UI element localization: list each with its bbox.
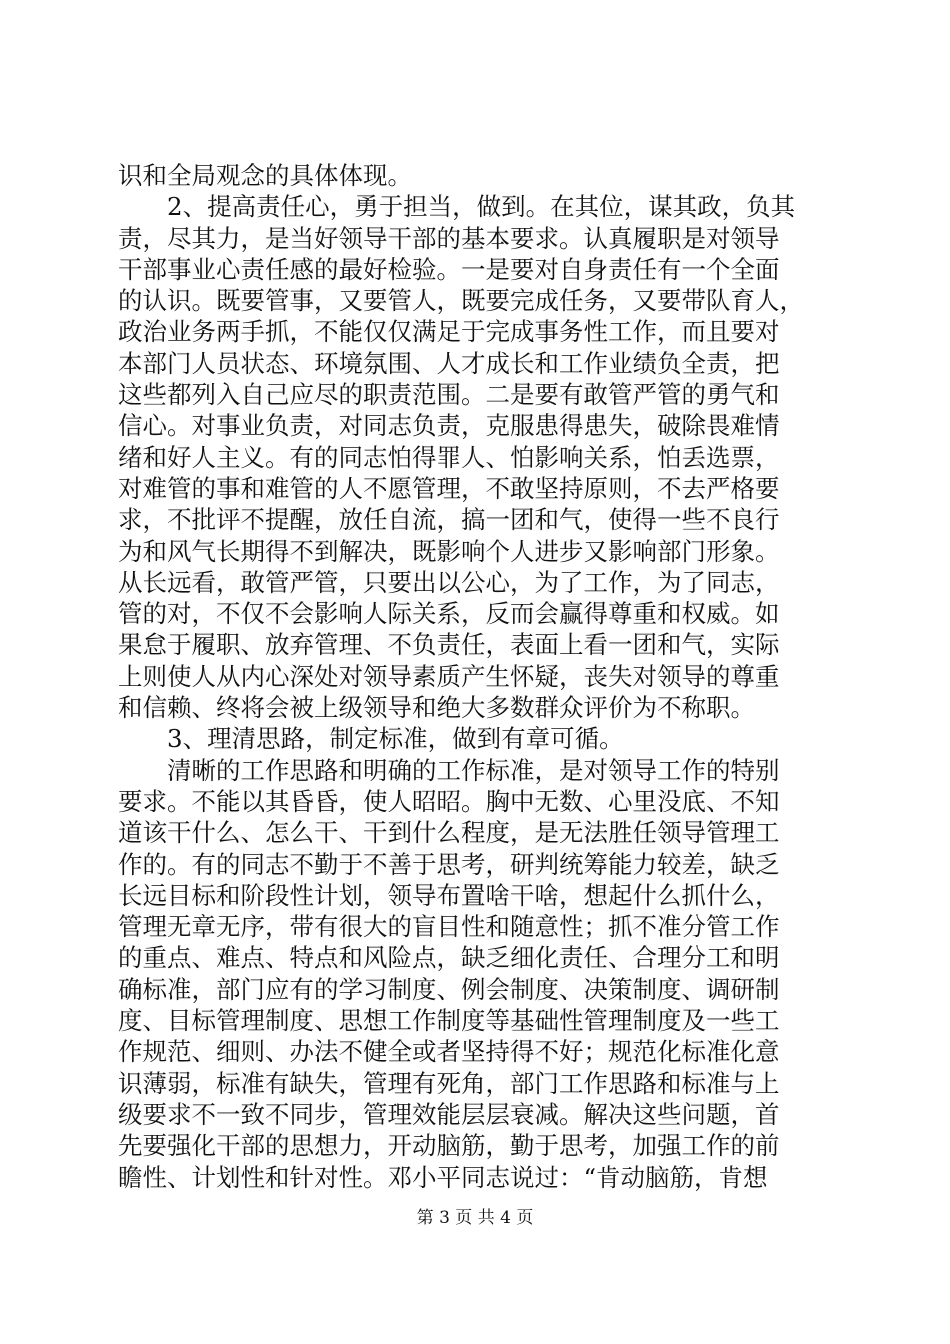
text-line: 作的。有的同志不勤于不善于思考，研判统筹能力较差，缺乏: [118, 849, 780, 879]
text-line: 求，不批评不提醒，放任自流，搞一团和气，使得一些不良行: [118, 505, 780, 535]
text-line: 绪和好人主义。有的同志怕得罪人、怕影响关系，怕丢选票，: [118, 442, 780, 472]
text-line: 信心。对事业负责，对同志负责，克服患得患失，破除畏难情: [118, 411, 780, 441]
page-number-footer: 第 3 页 共 4 页: [416, 1208, 534, 1228]
text-line: 管理无章无序，带有很大的盲目性和随意性；抓不准分管工作: [118, 912, 780, 942]
text-line: 识和全局观念的具体体现。: [118, 161, 412, 190]
text-line: 这些都列入自己应尽的职责范围。二是要有敢管严管的勇气和: [118, 380, 780, 410]
text-line: 清晰的工作思路和明确的工作标准，是对领导工作的特别: [118, 755, 780, 785]
text-line: 先要强化干部的思想力，开动脑筋，勤于思考，加强工作的前: [118, 1131, 780, 1161]
text-line: 本部门人员状态、环境氛围、人才成长和工作业绩负全责，把: [118, 348, 780, 378]
text-line: 道该干什么、怎么干、干到什么程度，是无法胜任领导管理工: [118, 818, 780, 848]
text-line: 瞻性、计划性和针对性。邓小平同志说过：“肯动脑筋，肯想: [118, 1162, 768, 1192]
text-line: 度、目标管理制度、思想工作制度等基础性管理制度及一些工: [118, 1006, 780, 1036]
text-line: 为和风气长期得不到解决，既影响个人进步又影响部门形象。: [118, 536, 780, 566]
text-line: 从长远看，敢管严管，只要出以公心，为了工作，为了同志，: [118, 567, 780, 597]
text-line: 确标准，部门应有的学习制度、例会制度、决策制度、调研制: [118, 974, 780, 1004]
text-line: 作规范、细则、办法不健全或者坚持得不好；规范化标准化意: [118, 1037, 780, 1067]
text-line: 级要求不一致不同步，管理效能层层衰减。解决这些问题，首: [118, 1099, 780, 1129]
text-line: 3、理清思路，制定标准，做到有章可循。: [118, 724, 624, 754]
text-line: 和信赖、终将会被上级领导和绝大多数群众评价为不称职。: [118, 693, 755, 723]
text-line: 对难管的事和难管的人不愿管理，不敢坚持原则，不去严格要: [118, 473, 780, 503]
text-line: 政治业务两手抓，不能仅仅满足于完成事务性工作，而且要对: [118, 317, 780, 347]
text-line: 责，尽其力，是当好领导干部的基本要求。认真履职是对领导: [118, 223, 780, 253]
text-line: 识薄弱，标准有缺失，管理有死角，部门工作思路和标准与上: [118, 1068, 780, 1098]
text-line: 长远目标和阶段性计划，领导布置啥干啥，想起什么抓什么，: [118, 880, 780, 910]
document-body: [118, 160, 838, 1193]
text-line: 干部事业心责任感的最好检验。一是要对自身责任有一个全面: [118, 254, 780, 284]
text-line: 上则使人从内心深处对领导素质产生怀疑，丧失对领导的尊重: [118, 661, 780, 691]
text-line: 要求。不能以其昏昏，使人昭昭。胸中无数、心里没底、不知: [118, 786, 780, 816]
text-line: 的认识。既要管事，又要管人，既要完成任务，又要带队育人，: [118, 286, 804, 316]
text-line: 管的对，不仅不会影响人际关系，反而会赢得尊重和权威。如: [118, 599, 780, 629]
text-line: 的重点、难点、特点和风险点，缺乏细化责任、合理分工和明: [118, 943, 780, 973]
text-line: 2、提高责任心，勇于担当，做到。在其位，谋其政，负其: [118, 192, 796, 222]
text-line: 果怠于履职、放弃管理、不负责任，表面上看一团和气，实际: [118, 630, 780, 660]
